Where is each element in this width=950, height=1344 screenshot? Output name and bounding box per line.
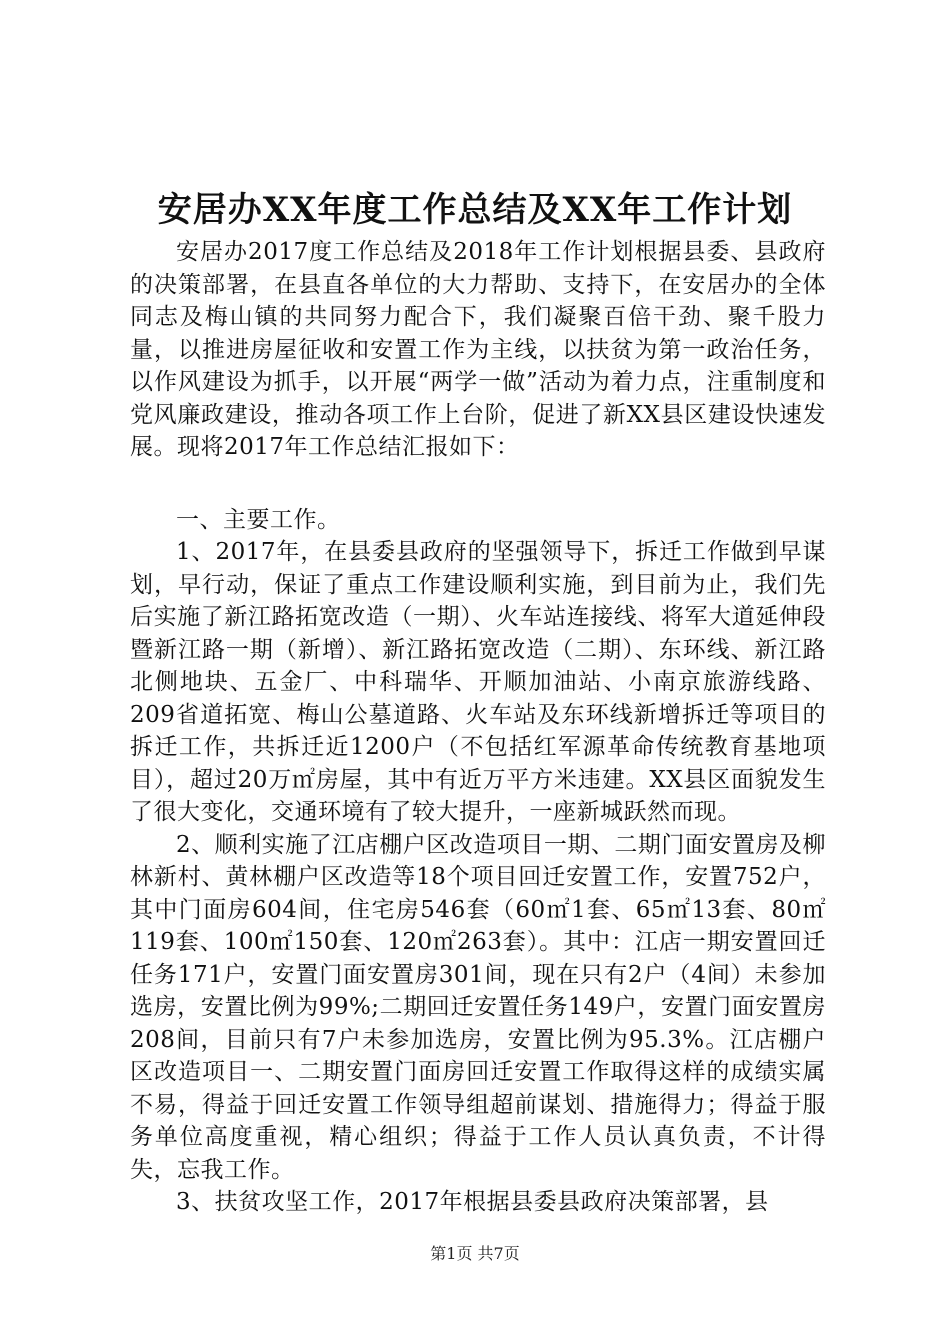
paragraph-spacer: [130, 464, 826, 504]
document-title: 安居办XX年度工作总结及XX年工作计划: [157, 190, 793, 230]
page-number-footer: 第1页 共7页: [430, 1244, 520, 1263]
document-body: [130, 236, 826, 1219]
item-3-paragraph: 3、扶贫攻坚工作，2017年根据县委县政府决策部署，县: [176, 1189, 769, 1215]
section-heading: 一、主要工作。: [176, 506, 341, 533]
item-2-paragraph: 2、顺利实施了江店棚户区改造项目一期、二期门面安置房及柳林新村、黄林棚户区改造等18个项目回迁安置工作，安置752户，其中门面房604间，住宅房546套（60㎡1套、65㎡13套、80㎡119套、100㎡150套、120㎡263套）。其中：江店一期安置回迁任务171户，安置门面安置房301间，现在只有2户（4间）未参加选房，安置比例为99%;二期回迁安置任务149户，安置门面安置房208间，目前只有7户未参加选房，安置比例为95.3%。江店棚户区改造项目一、二期安置门面房回迁安置工作取得这样的成绩实属不易，得益于回迁安置工作领导组超前谋划、措施得力；得益于服务单位高度重视，精心组织；得益于工作人员认真负责，不计得失，忘我工作。: [130, 831, 826, 1183]
intro-paragraph: 安居办2017度工作总结及2018年工作计划根据县委、县政府的决策部署，在县直各单位的大力帮助、支持下，在安居办的全体同志及梅山镇的共同努力配合下，我们凝聚百倍干劲、聚千股力量，以推进房屋征收和安置工作为主线，以扶贫为第一政治任务，以作风建设为抓手，以开展“两学一做”活动为着力点，注重制度和党风廉政建设，推动各项工作上台阶，促进了新XX县区建设快速发展。现将2017年工作总结汇报如下：: [130, 239, 826, 460]
item-1-paragraph: 1、2017年，在县委县政府的坚强领导下，拆迁工作做到早谋划，早行动，保证了重点工作建设顺利实施，到目前为止，我们先后实施了新江路拓宽改造（一期）、火车站连接线、将军大道延伸段暨新江路一期（新增）、新江路拓宽改造（二期）、东环线、新江路北侧地块、五金厂、中科瑞华、开顺加油站、小南京旅游线路、209省道拓宽、梅山公墓道路、火车站及东环线新增拆迁等项目的拆迁工作，共拆迁近1200户（不包括红军源革命传统教育基地项目），超过20万㎡房屋，其中有近万平方米违建。XX县区面貌发生了很大变化，交通环境有了较大提升，一座新城跃然而现。: [130, 539, 826, 825]
